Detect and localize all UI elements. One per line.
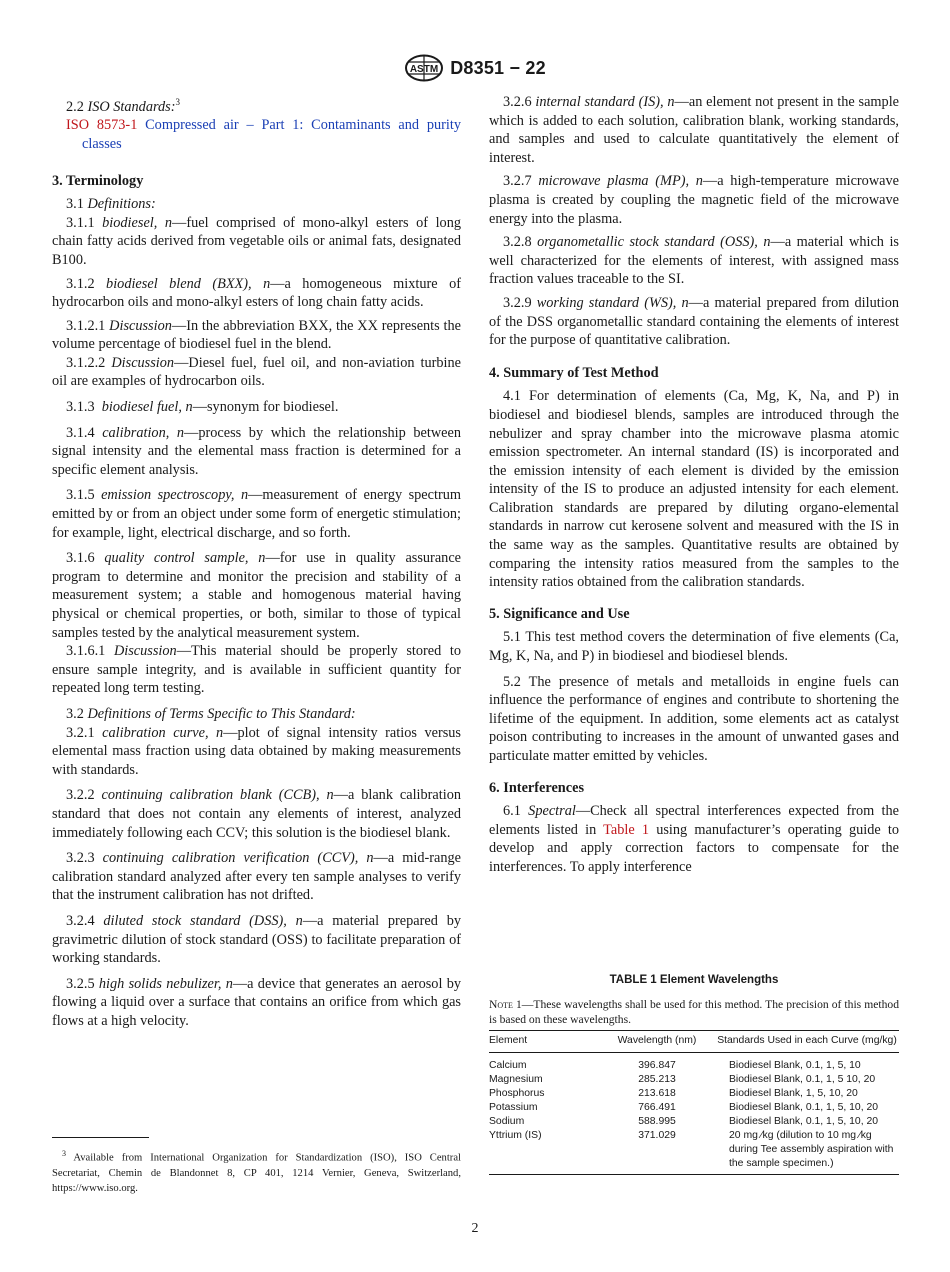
table-row [489, 1129, 899, 1175]
section-4-heading: 4. Summary of Test Method [489, 364, 659, 381]
cell-element: Sodium [489, 1116, 525, 1127]
definition-3-1-3: 3.1.3 biodiesel fuel, n—synonym for biodiesel. [66, 399, 339, 416]
cell-standards: 20 mg ⁄kg (dilution to 10 mg ⁄kg during Tee assembly aspiration with the sample specimen.) [707, 1129, 899, 1175]
page-header [0, 54, 950, 82]
section-6-heading: 6. Interferences [489, 779, 585, 796]
discussion-3-1-2-1: 3.1.2.1 Discussion—In the abbreviation BXX, the XX represents the volume percentage of biodiesel fuel in the blend. [52, 317, 461, 353]
cell-wavelength: 588.995 [638, 1116, 676, 1127]
astm-logo-text: ASTM [410, 64, 439, 75]
section-2-2: 2.2 ISO Standards:$^3$ [66, 97, 180, 115]
definition-3-2-2: 3.2.2 continuing calibration blank (CCB), n—a blank calibration standard that does not contain any elements of interest, analyzed immediately following each CCV; this solution is the biodiesel blank. [52, 787, 462, 841]
discussion-3-1-6-1: 3.1.6.1 Discussion—This material should be properly stored to ensure sample integrity, and is available in sufficient quantity for repeated long term testing. [52, 643, 461, 697]
cell-wavelength: 371.029 [607, 1129, 707, 1175]
definition-3-2-6: 3.2.6 internal standard (IS), n—an element not present in the sample which is added to each solution, calibration blank, working standards, and samples and used to calculate quantitatively the element of interest. [489, 94, 900, 166]
header-wavelength: Wavelength (nm) [607, 1031, 707, 1053]
cell-standards: Biodiesel Blank, 0.1, 1, 5 10, 20 [729, 1074, 876, 1085]
table-header-row [489, 1031, 899, 1053]
astm-logo-icon [404, 54, 444, 82]
table-row [489, 1053, 899, 1074]
cell-standards: Biodiesel Blank, 0.1, 1, 5, 10, 20 [729, 1116, 879, 1127]
cell-element: Magnesium [489, 1074, 543, 1085]
section-6-1: 6.1 Spectral—Check all spectral interferences expected from the elements listed in Table 1 using manufacturer’s operating guide to develop and apply correction factors to compensate for the interferences. To apply interference [489, 803, 899, 875]
section-3-heading: 3. Terminology [52, 172, 144, 189]
iso-8573-1-reference[interactable] [52, 116, 461, 153]
header-element: Element [489, 1031, 607, 1053]
definition-3-1-2: 3.1.2 biodiesel blend (BXX), n—a homogeneous mixture of hydrocarbon oils and mono-alkyl esters of long chain fatty acids. [52, 275, 461, 311]
definition-3-1-4: 3.1.4 calibration, n—process by which the relationship between signal intensity and the elemental mass fraction is determined for a specific element analysis. [52, 424, 461, 478]
table-1-note: Note 1—These wavelengths shall be used for this method. The precision of this method is based on these wavelengths. [489, 998, 899, 1026]
cell-standards: Biodiesel Blank, 0.1, 1, 5, 10, 20 [729, 1102, 879, 1113]
cell-element: Phosphorus [489, 1088, 545, 1099]
cell-standards: Biodiesel Blank, 1, 5, 10, 20 [729, 1088, 858, 1099]
section-4-1: 4.1 For determination of elements (Ca, Mg, K, Na, and P) in biodiesel and biodiesel blends, samples are introduced through the nebulizer and spray chamber into the microwave plasma atomic emission spectrometer. An internal standard (IS) is incorporated and the emission intensity of each element is divided by the emission intensity of the IS to produce an adjusted intensity for each element. Calibration standards are prepared by diluting organo-elemental standards in narrow cut kerosene solvent and measured with the IS in the same way as the samples. Quantitative results are obtained by comparing the intensity ratios measured from the samples to the intensity ratios obtained from the calibration standards. [489, 388, 899, 591]
left-column [52, 93, 461, 1030]
table-row [489, 1073, 899, 1087]
section-5-2: 5.2 The presence of metals and metalloids in engine fuels can influence the performance of engines and contribute to shortening the lifetime of the equipment. In addition, some elements act as catalyst poison contributing to increases in the amount of unwanted gases and particulate matter emitted by vehicles. [489, 673, 899, 764]
definition-3-2-3: 3.2.3 continuing calibration verification (CCV), n—a mid-range calibration standard analyzed after every ten sample analyses to verify that the instrument calibration has not drifted. [52, 850, 461, 904]
definition-3-2-8: 3.2.8 organometallic stock standard (OSS), n—a material which is well characterized for the elements of interest, with assigned mass fraction values traceable to the SI. [489, 234, 899, 288]
iso-title-link[interactable]: Compressed air – Part 1: Contaminants and purity classes [82, 117, 461, 152]
definition-3-1-5: 3.1.5 emission spectroscopy, n—measurement of energy spectrum emitted by or from an object under some form of energetic stimulation; for example, light, electrical discharge, and so forth. [52, 487, 461, 541]
definition-3-2-7: 3.2.7 microwave plasma (MP), n—a high-temperature microwave plasma is created by coupling the magnetic field of the microwave energy into the plasma. [489, 173, 899, 227]
table-row [489, 1115, 899, 1129]
cell-wavelength: 285.213 [638, 1074, 676, 1085]
section-3-2: 3.2 Definitions of Terms Specific to This Standard: [66, 705, 356, 722]
definition-3-2-5: 3.2.5 high solids nebulizer, n—a device that generates an aerosol by flowing a liquid over a surface that contains an orifice from which gas flows at a high velocity. [52, 975, 462, 1029]
header-standards: Standards Used in each Curve (mg/kg) [707, 1031, 899, 1053]
cell-element: Yttrium (IS) [489, 1129, 607, 1175]
definition-3-1-6: 3.1.6 quality control sample, n—for use in quality assurance program to determine and monitor the precision and stability of a measurement system; a stable and homogenous material having physical or chemical properties, or both, similar to those of typical samples tested by the analytical measurement system. [52, 550, 462, 641]
table-1-title: TABLE 1 Element Wavelengths [609, 974, 779, 986]
section-3-1: 3.1 Definitions: [66, 196, 156, 213]
iso-code-link[interactable]: ISO 8573-1 [66, 117, 138, 134]
cell-element: Calcium [489, 1060, 527, 1071]
cell-wavelength: 213.618 [638, 1088, 676, 1099]
table-row [489, 1087, 899, 1101]
definition-3-2-4: 3.2.4 diluted stock standard (DSS), n—a material prepared by gravimetric dilution of stock standard (OSS) to facilitate preparation of working standards. [52, 912, 461, 967]
section-5-heading: 5. Significance and Use [489, 605, 630, 622]
table-1-link[interactable]: Table 1 [603, 821, 650, 838]
cell-standards: Biodiesel Blank, 0.1, 1, 5, 10 [729, 1060, 861, 1071]
cell-wavelength: 396.847 [638, 1060, 676, 1071]
definition-3-1-1: 3.1.1 biodiesel, n—fuel comprised of mono-alkyl esters of long chain fatty acids derived from vegetable oils or animal fats, designated B100. [52, 214, 461, 268]
cell-wavelength: 766.491 [638, 1102, 676, 1113]
footnote-3: $^3$ Available from International Organization for Standardization (ISO), ISO Central Secretariat, Chemin de Blandonnet 8, CP 401, 1214 Vernier, Geneva, Switzerland, https://www.iso.org. [52, 1149, 461, 1194]
definition-3-2-9: 3.2.9 working standard (WS), n—a material prepared from dilution of the DSS organometallic standard containing the elements of interest for the purpose of quantitative calibration. [489, 294, 900, 349]
definition-3-2-1: 3.2.1 calibration curve, n—plot of signal intensity ratios versus elemental mass fraction using data obtained by making measurements with standards. [52, 724, 461, 778]
footnote-divider [52, 1137, 149, 1138]
cell-element: Potassium [489, 1102, 538, 1113]
element-wavelengths-table [489, 1030, 899, 1175]
table-row [489, 1101, 899, 1115]
right-column [489, 93, 899, 877]
page-number: 2 [471, 1221, 479, 1236]
discussion-3-1-2-2: 3.1.2.2 Discussion—Diesel fuel, fuel oil, and non-aviation turbine oil are examples of hydrocarbon oils. [52, 354, 461, 390]
standard-designation: D8351 − 22 [450, 57, 546, 78]
section-5-1: 5.1 This test method covers the determination of five elements (Ca, Mg, K, Na, and P) in biodiesel and biodiesel blends. [489, 629, 899, 665]
